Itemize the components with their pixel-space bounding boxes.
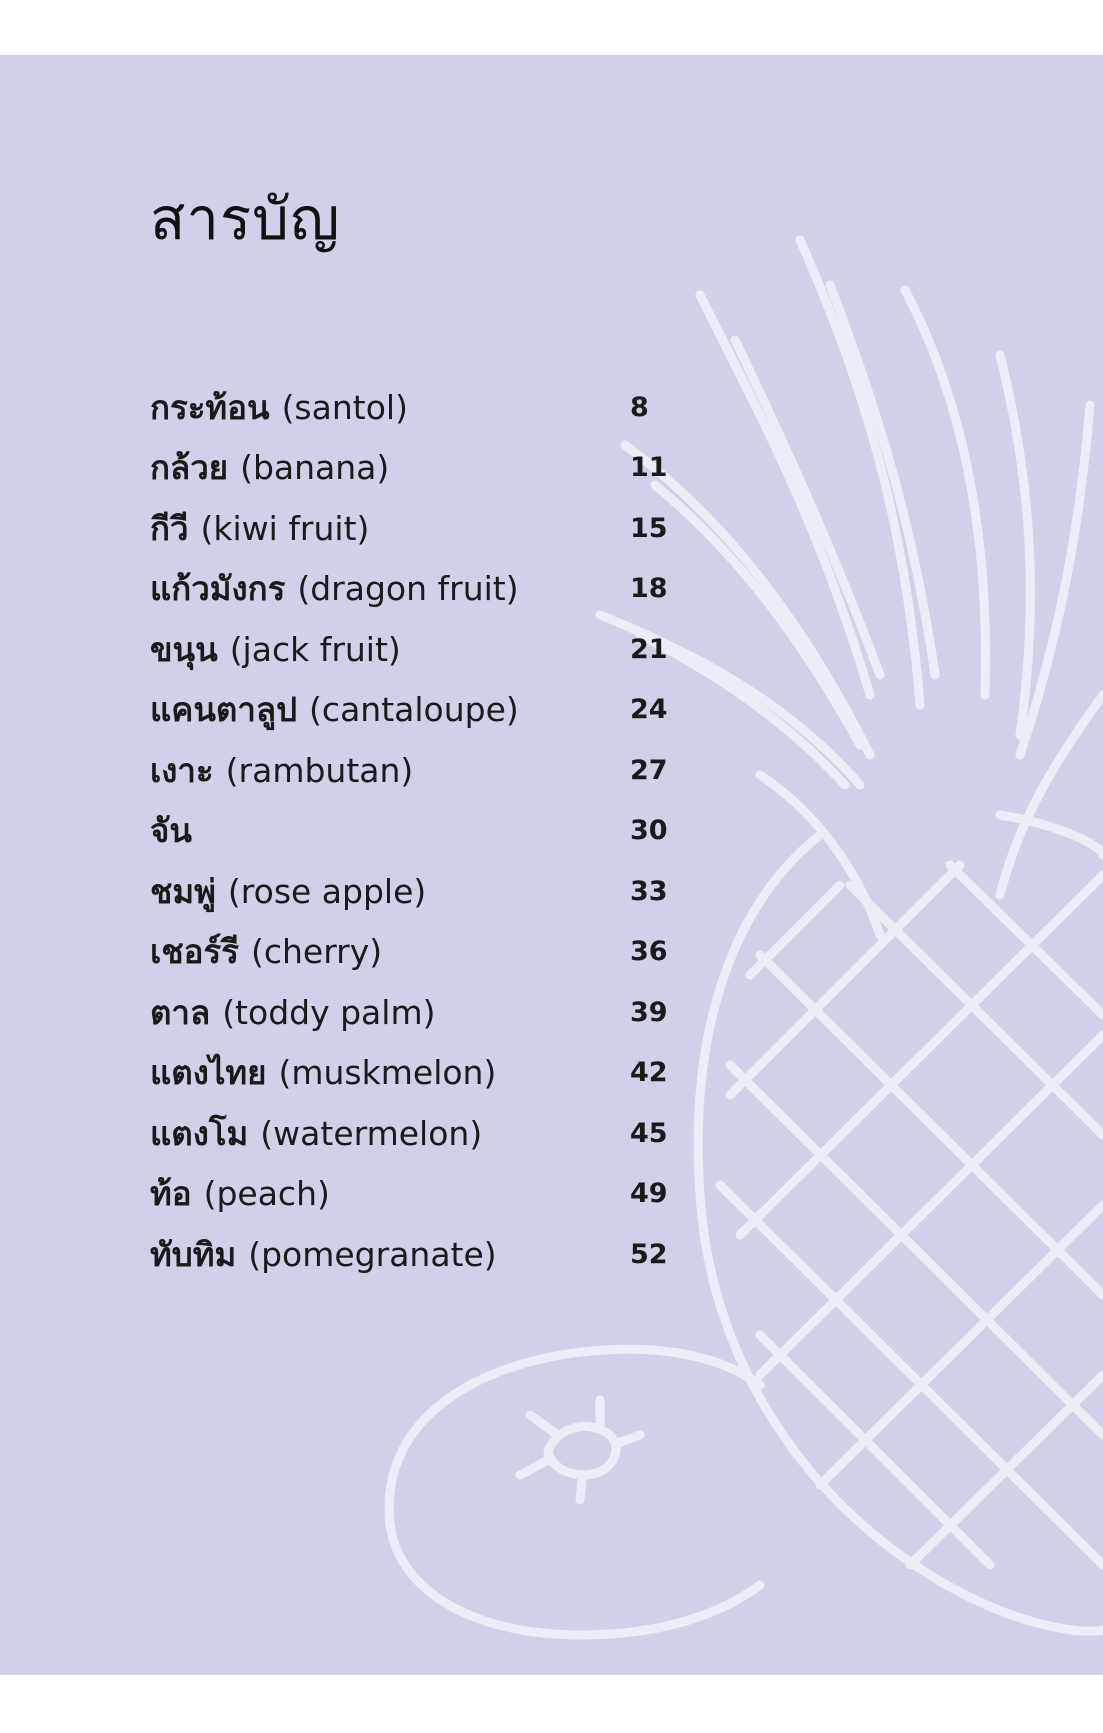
toc-entry-page: 15 bbox=[630, 512, 668, 544]
toc-entry[interactable] bbox=[150, 740, 680, 801]
toc-entry-page: 24 bbox=[630, 694, 668, 726]
toc-entry-thai: จัน bbox=[150, 811, 192, 851]
toc-entry-english: (dragon fruit) bbox=[297, 569, 519, 609]
toc-entry-page: 49 bbox=[630, 1178, 668, 1210]
toc-entry-page: 30 bbox=[630, 815, 668, 847]
toc-entry-page: 21 bbox=[630, 633, 668, 665]
toc-entry-page: 18 bbox=[630, 573, 668, 605]
toc-entry-english: (jack fruit) bbox=[229, 629, 401, 669]
toc-entry-thai: ตาล bbox=[150, 992, 211, 1032]
toc-entry[interactable] bbox=[150, 559, 680, 620]
toc-entry-page: 8 bbox=[630, 391, 649, 423]
toc-entry[interactable] bbox=[150, 498, 680, 559]
toc-entry-english: (rambutan) bbox=[225, 750, 414, 790]
toc-entry-label bbox=[150, 562, 630, 615]
toc-entry[interactable] bbox=[150, 1043, 680, 1104]
toc-entry-label bbox=[150, 865, 630, 918]
toc-entry-english: (kiwi fruit) bbox=[200, 508, 370, 548]
toc-entry-english: (toddy palm) bbox=[222, 992, 436, 1032]
toc-entry[interactable] bbox=[150, 801, 680, 862]
toc-entry-label bbox=[150, 986, 630, 1039]
toc-entry-label bbox=[150, 683, 630, 736]
toc-entry-page: 52 bbox=[630, 1238, 668, 1270]
toc-entry[interactable] bbox=[150, 619, 680, 680]
page-title: สารบัญ bbox=[150, 185, 341, 253]
toc-entry[interactable] bbox=[150, 680, 680, 741]
toc-entry-thai: เงาะ bbox=[150, 750, 214, 790]
toc-entry-thai: กีวี bbox=[150, 508, 189, 548]
toc-entry-label bbox=[150, 1046, 630, 1099]
toc-entry-label bbox=[150, 1167, 630, 1220]
toc-entry-label bbox=[150, 804, 630, 857]
toc-entry-label bbox=[150, 925, 630, 978]
toc-entry[interactable] bbox=[150, 1103, 680, 1164]
toc-entry-page: 36 bbox=[630, 936, 668, 968]
toc-entry[interactable] bbox=[150, 377, 680, 438]
toc-entry-page: 39 bbox=[630, 996, 668, 1028]
toc-entry-page: 27 bbox=[630, 754, 668, 786]
toc-entry-english: (watermelon) bbox=[260, 1113, 483, 1153]
toc-entry-english: (cherry) bbox=[250, 932, 383, 972]
toc-entry-label bbox=[150, 502, 630, 555]
toc-entry[interactable] bbox=[150, 1164, 680, 1225]
toc-entry-label bbox=[150, 381, 630, 434]
toc-entry-thai: แตงโม bbox=[150, 1113, 249, 1153]
toc-entry[interactable] bbox=[150, 861, 680, 922]
table-of-contents bbox=[150, 377, 680, 1285]
toc-entry-thai: ชมพู่ bbox=[150, 871, 216, 911]
toc-entry[interactable] bbox=[150, 438, 680, 499]
toc-entry-english: (cantaloupe) bbox=[309, 690, 519, 730]
toc-entry-thai: กล้วย bbox=[150, 448, 229, 488]
toc-entry[interactable] bbox=[150, 1224, 680, 1285]
toc-entry-english: (pomegranate) bbox=[248, 1234, 497, 1274]
toc-entry[interactable] bbox=[150, 982, 680, 1043]
toc-entry-thai: เชอร์รี bbox=[150, 932, 239, 972]
toc-entry-thai: กระท้อน bbox=[150, 387, 270, 427]
toc-entry-thai: แคนตาลูป bbox=[150, 690, 298, 730]
toc-entry-english: (peach) bbox=[203, 1174, 330, 1214]
toc-entry-page: 11 bbox=[630, 452, 668, 484]
toc-entry[interactable] bbox=[150, 922, 680, 983]
toc-entry-label bbox=[150, 744, 630, 797]
toc-entry-english: (banana) bbox=[240, 448, 390, 488]
toc-entry-thai: ท้อ bbox=[150, 1174, 192, 1214]
toc-entry-label bbox=[150, 1107, 630, 1160]
toc-entry-label bbox=[150, 1228, 630, 1281]
toc-entry-label bbox=[150, 623, 630, 676]
toc-entry-thai: ขนุน bbox=[150, 629, 218, 669]
toc-entry-page: 33 bbox=[630, 875, 668, 907]
toc-entry-thai: แก้วมังกร bbox=[150, 569, 286, 609]
toc-entry-thai: แตงไทย bbox=[150, 1053, 267, 1093]
toc-entry-page: 42 bbox=[630, 1057, 668, 1089]
toc-entry-english: (santol) bbox=[281, 387, 408, 427]
toc-entry-english: (rose apple) bbox=[227, 871, 427, 911]
toc-entry-english: (muskmelon) bbox=[278, 1053, 497, 1093]
content-panel bbox=[0, 55, 1103, 1675]
toc-entry-thai: ทับทิม bbox=[150, 1234, 237, 1274]
toc-entry-page: 45 bbox=[630, 1117, 668, 1149]
toc-entry-label bbox=[150, 441, 630, 494]
